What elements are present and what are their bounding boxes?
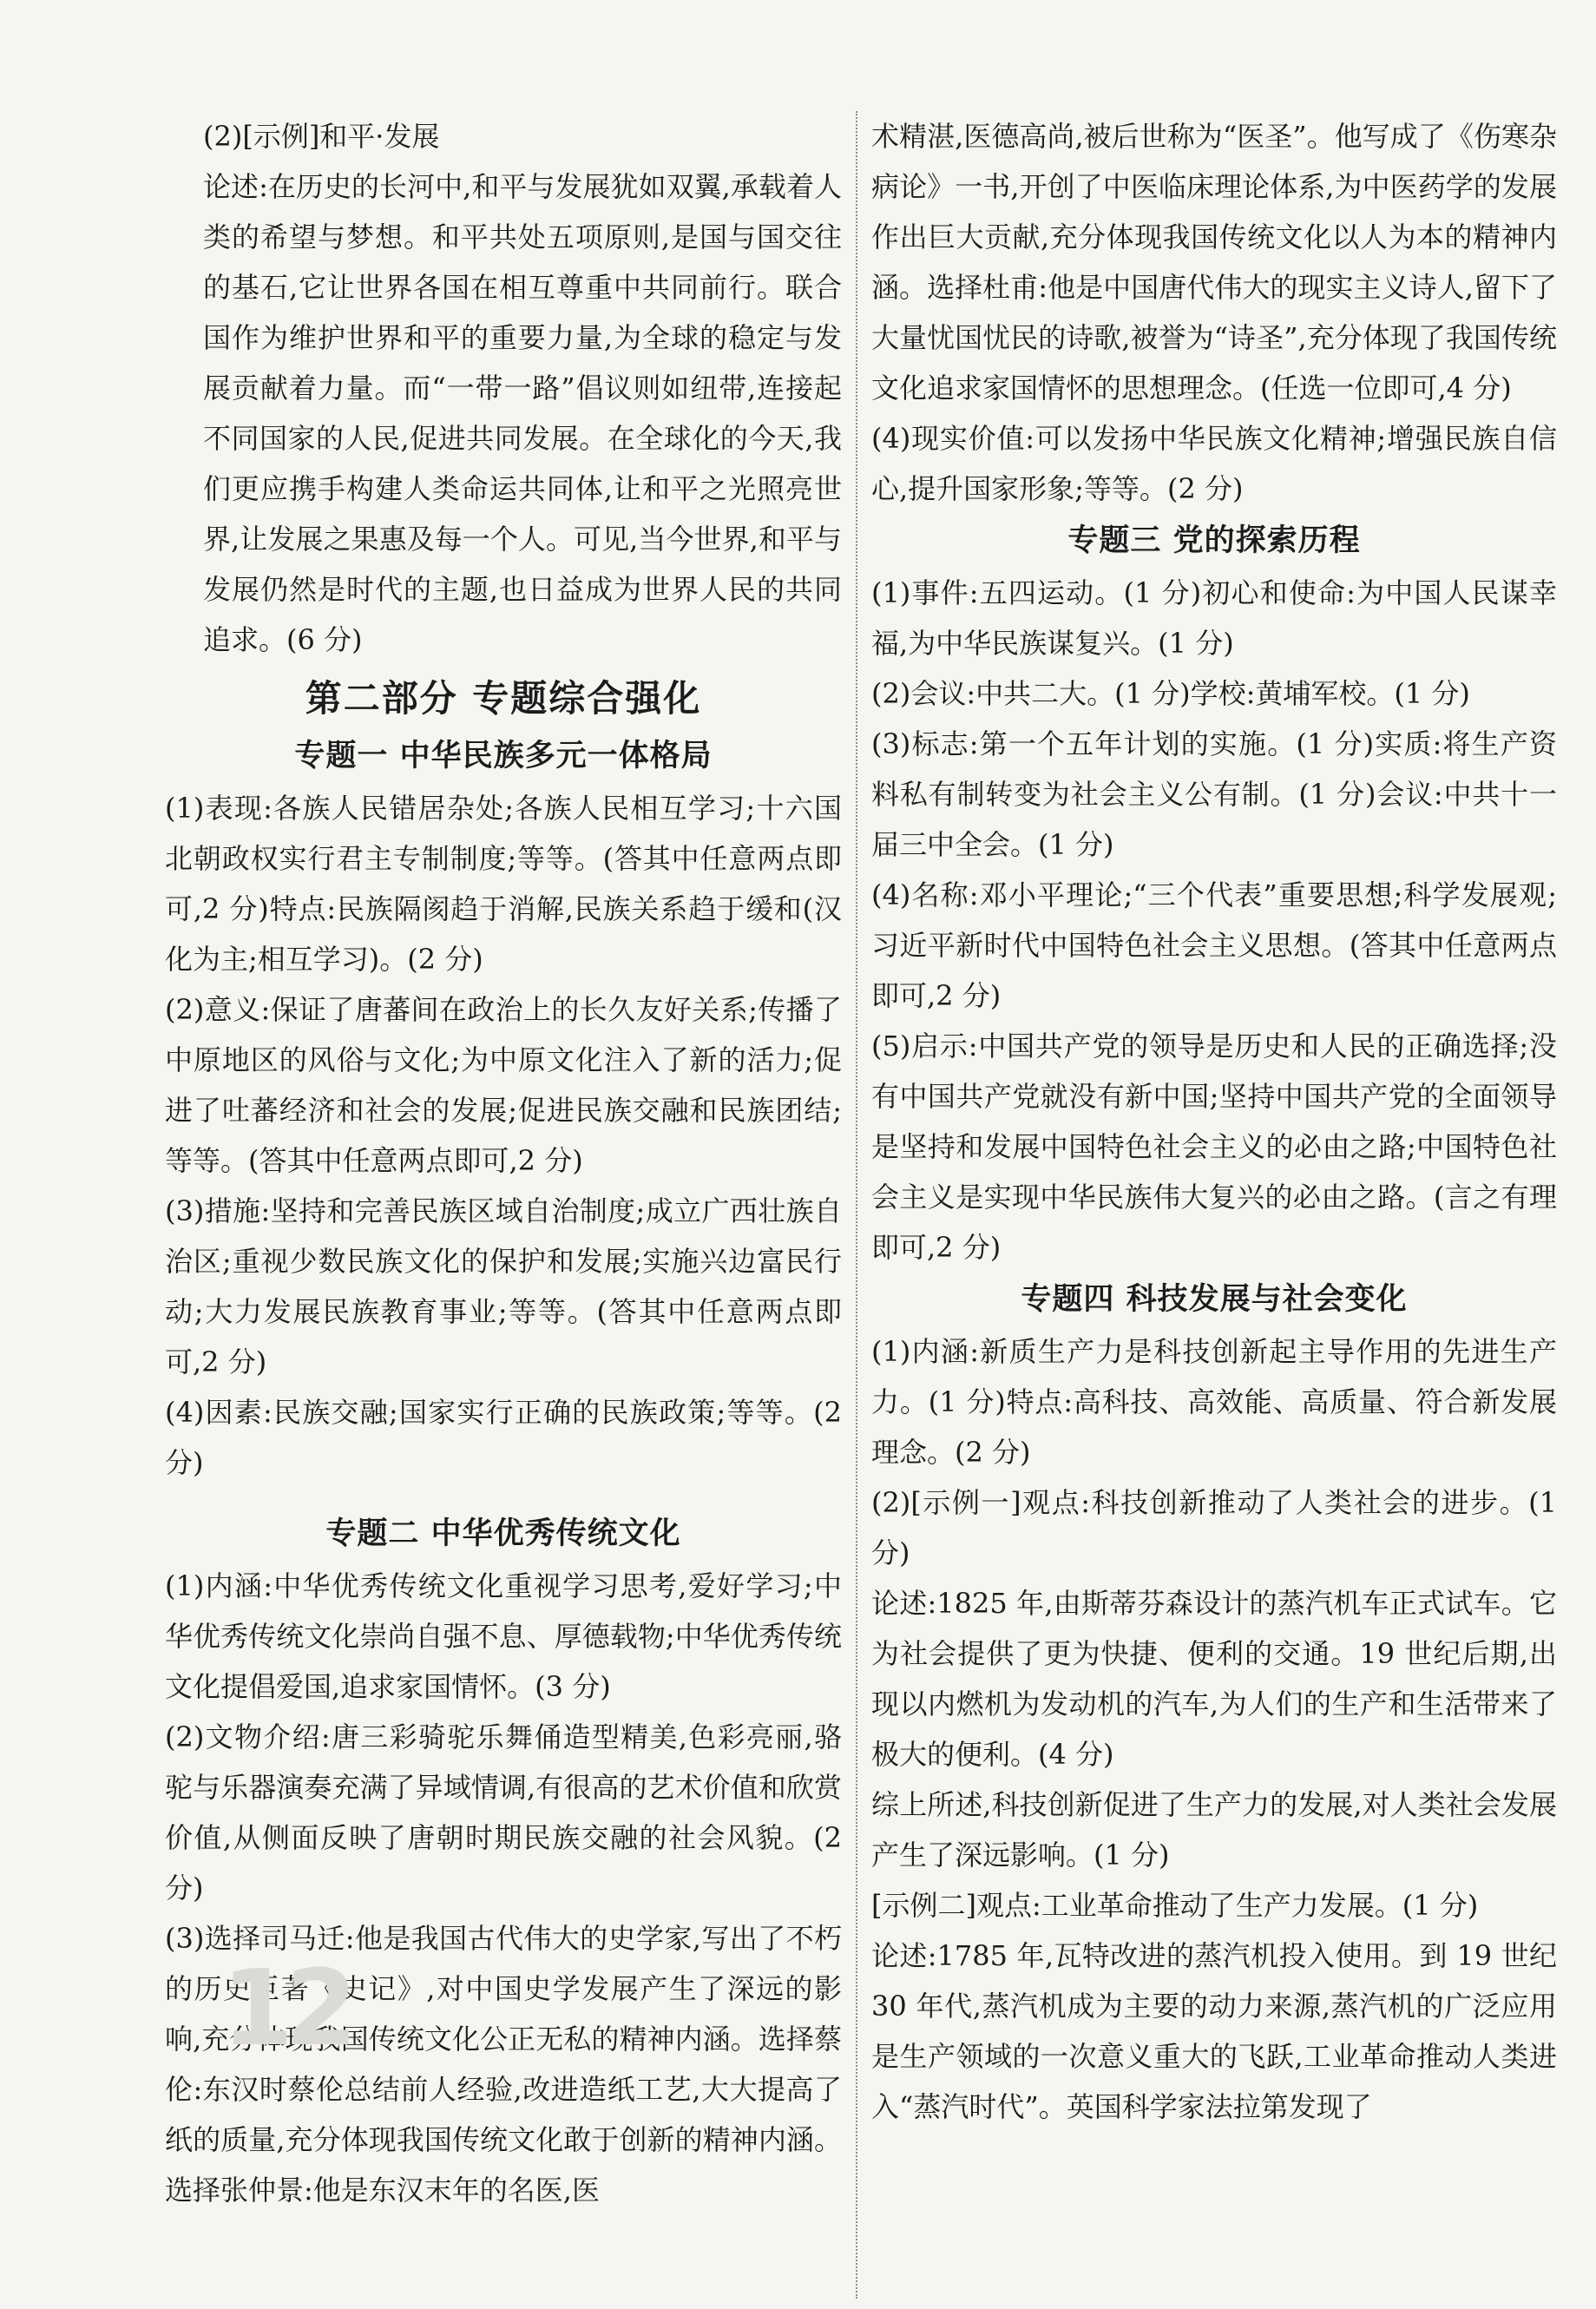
- answer-item: [示例二]观点:工业革命推动了生产力发展。(1 分): [871, 1889, 1479, 1922]
- answer-item: (4)名称:邓小平理论;“三个代表”重要思想;科学发展观;习近平新时代中国特色社会主义思想。(答其中任意两点即可,2 分): [871, 878, 1557, 1012]
- answer-item: (2)[示例一]观点:科技创新推动了人类社会的进步。(1 分): [871, 1486, 1557, 1569]
- answer-item: (1)内涵:中华优秀传统文化重视学习思考,爱好学习;中华优秀传统文化崇尚自强不息、厚德载物;中华优秀传统文化提倡爱国,追求家国情怀。(3 分): [165, 1569, 842, 1703]
- answer-item: (2)会议:中共二大。(1 分)学校:黄埔军校。(1 分): [871, 677, 1470, 710]
- answer-item: (3)措施:坚持和完善民族区域自治制度;成立广西壮族自治区;重视少数民族文化的保护和发展;实施兴边富民行动;大力发展民族教育事业;等等。(答其中任意两点即可,2 分): [165, 1194, 842, 1378]
- topic-title: 专题一 中华民族多元一体格局: [294, 739, 713, 773]
- answer-item: (2)文物介绍:唐三彩骑驼乐舞俑造型精美,色彩亮丽,骆驼与乐器演奏充满了异域情调,有很高的艺术价值和欣赏价值,从侧面反映了唐朝时期民族交融的社会风貌。(2 分): [165, 1720, 842, 1904]
- answer-item: (5)启示:中国共产党的领导是历史和人民的正确选择;没有中国共产党就没有新中国;坚持中国共产党的全面领导是坚持和发展中国特色社会主义的必由之路;中国特色社会主义是实现中华民族伟大复兴的必由之路。(言之有理即可,2 分): [871, 1030, 1557, 1264]
- answer-item: (1)内涵:新质生产力是科技创新起主导作用的先进生产力。(1 分)特点:高科技、高效能、高质量、符合新发展理念。(2 分): [871, 1335, 1557, 1469]
- page-number: 12: [221, 1949, 349, 2069]
- answer-item: (3)选择司马迁:他是我国古代伟大的史学家,写出了不朽的历史巨著《史记》,对中国史学发展产生了深远的影响,充分体现我国传统文化公正无私的精神内涵。选择蔡伦:东汉时蔡伦总结前人经验,改进造纸工艺,大大提高了纸的质量,充分体现我国传统文化敢于创新的精神内涵。选择张仲景:他是东汉末年的名医,医: [165, 1922, 842, 2207]
- answer-item: (4)因素:民族交融;国家实行正确的民族政策;等等。(2 分): [165, 1396, 842, 1479]
- answer-item: (1)表现:各族人民错居杂处;各族人民相互学习;十六国北朝政权实行君主专制制度;等等。(答其中任意两点即可,2 分)特点:民族隔阂趋于消解,民族关系趋于缓和(汉化为主;相互学习)。(2 分): [165, 792, 842, 976]
- topic-title: 专题四 科技发展与社会变化: [1021, 1282, 1408, 1317]
- answer-paragraph: 论述:1785 年,瓦特改进的蒸汽机投入使用。到 19 世纪 30 年代,蒸汽机成为主要的动力来源,蒸汽机的广泛应用是生产领域的一次意义重大的飞跃,工业革命推动人类进入“蒸汽时代”。英国科学家法拉第发现了: [871, 1939, 1557, 2123]
- answer-paragraph: 综上所述,科技创新促进了生产力的发展,对人类社会发展产生了深远影响。(1 分): [871, 1788, 1557, 1872]
- answer-item: (4)现实价值:可以发扬中华民族文化精神;增强民族自信心,提升国家形象;等等。(2 分): [871, 422, 1557, 505]
- answer-paragraph: 论述:在历史的长河中,和平与发展犹如双翼,承载着人类的希望与梦想。和平共处五项原则,是国与国交往的基石,它让世界各国在相互尊重中共同前行。联合国作为维护世界和平的重要力量,为全球的稳定与发展贡献着力量。而“一带一路”倡议则如纽带,连接起不同国家的人民,促进共同发展。在全球化的今天,我们更应携手构建人类命运共同体,让和平之光照亮世界,让发展之果惠及每一个人。可见,当今世界,和平与发展仍然是时代的主题,也日益成为世界人民的共同追求。(6 分): [203, 170, 842, 656]
- answer-item: (1)事件:五四运动。(1 分)初心和使命:为中国人民谋幸福,为中华民族谋复兴。(1 分): [871, 576, 1557, 660]
- answer-item: (3)标志:第一个五年计划的实施。(1 分)实质:将生产资料私有制转变为社会主义公有制。(1 分)会议:中共十一届三中全会。(1 分): [871, 727, 1557, 861]
- topic-title: 专题二 中华优秀传统文化: [325, 1516, 681, 1551]
- right-column: [871, 111, 1557, 2132]
- column-divider: [856, 111, 857, 2299]
- answer-item: (2)[示例]和平·发展: [203, 120, 440, 153]
- part-title: 第二部分 专题综合强化: [305, 677, 702, 720]
- answer-item: (2)意义:保证了唐蕃间在政治上的长久友好关系;传播了中原地区的风俗与文化;为中原文化注入了新的活力;促进了吐蕃经济和社会的发展;促进民族交融和民族团结;等等。(答其中任意两点即可,2 分): [165, 993, 842, 1177]
- answer-paragraph: 术精湛,医德高尚,被后世称为“医圣”。他写成了《伤寒杂病论》一书,开创了中医临床理论体系,为中医药学的发展作出巨大贡献,充分体现我国传统文化以人为本的精神内涵。选择杜甫:他是中国唐代伟大的现实主义诗人,留下了大量忧国忧民的诗歌,被誉为“诗圣”,充分体现了我国传统文化追求家国情怀的思想理念。(任选一位即可,4 分): [871, 120, 1557, 405]
- topic-title: 专题三 党的探索历程: [1067, 523, 1361, 558]
- answer-paragraph: 论述:1825 年,由斯蒂芬森设计的蒸汽机车正式试车。它为社会提供了更为快捷、便利的交通。19 世纪后期,出现以内燃机为发动机的汽车,为人们的生产和生活带来了极大的便利。(4 分): [871, 1587, 1557, 1771]
- left-column: [165, 111, 842, 2215]
